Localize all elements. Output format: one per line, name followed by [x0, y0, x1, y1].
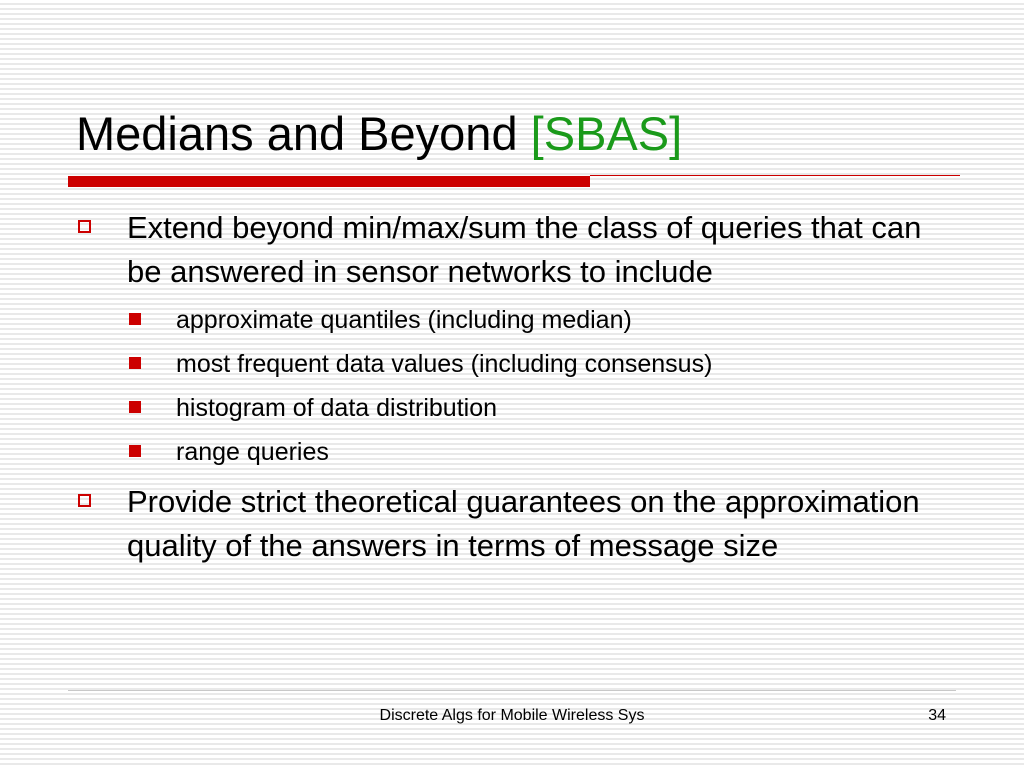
slide-title: [76, 104, 682, 164]
sub-bullet-item: [76, 430, 956, 474]
sub-bullet-list: [76, 298, 956, 474]
filled-square-bullet-icon: [129, 445, 141, 457]
filled-square-bullet-icon: [129, 357, 141, 369]
bullet-text: Provide strict theoretical guarantees on the approximation quality of the answers in terms of message size: [127, 484, 920, 563]
bullet-guarantees: [76, 480, 956, 568]
sub-bullet-item: [76, 386, 956, 430]
sub-bullet-text: histogram of data distribution: [176, 394, 498, 422]
sub-bullet-item: [76, 298, 956, 342]
title-underline-bar: [68, 176, 590, 187]
bullet-extend-queries: [76, 206, 956, 294]
slide-page-number: 34: [928, 707, 946, 724]
slide-title-citation: [SBAS]: [530, 107, 683, 160]
sub-bullet-text: range queries: [176, 438, 329, 466]
hollow-square-bullet-icon: [78, 220, 91, 233]
footer-course-title: Discrete Algs for Mobile Wireless Sys: [379, 707, 645, 724]
bullet-text: Extend beyond min/max/sum the class of queries that can be answered in sensor networks to include: [127, 210, 922, 289]
title-underline-rule: [590, 175, 960, 176]
slide-body: [76, 206, 956, 568]
footer-divider: [68, 690, 956, 691]
filled-square-bullet-icon: [129, 313, 141, 325]
sub-bullet-text: approximate quantiles (including median): [176, 306, 632, 334]
slide-title-text: Medians and Beyond: [76, 107, 518, 160]
hollow-square-bullet-icon: [78, 494, 91, 507]
sub-bullet-text: most frequent data values (including consensus): [176, 350, 713, 378]
filled-square-bullet-icon: [129, 401, 141, 413]
sub-bullet-item: [76, 342, 956, 386]
